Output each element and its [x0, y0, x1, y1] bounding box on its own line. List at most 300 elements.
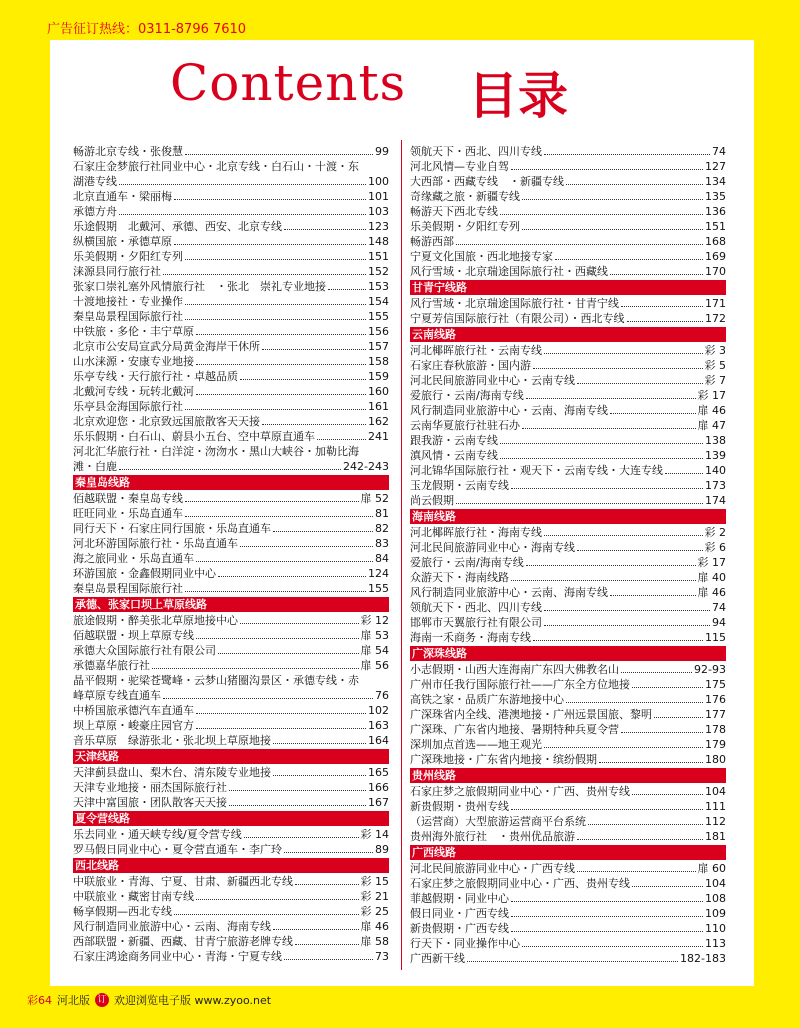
entry-title: 张家口崇礼塞外风情旅行社 ・张北 崇礼专业地接	[73, 280, 326, 293]
toc-entry[interactable]	[73, 613, 389, 628]
footer-edition: 河北版	[57, 994, 90, 1007]
leader-dots	[511, 901, 703, 902]
toc-entry[interactable]	[73, 581, 389, 596]
entry-title: 深圳加点首选——地王观光	[410, 738, 542, 751]
leader-dots	[544, 535, 703, 536]
toc-entry[interactable]	[410, 358, 726, 373]
leader-dots	[610, 274, 703, 275]
entry-title: 广深珠省内全线、港澳地接・广州远景国旅、黎明	[410, 708, 652, 721]
leader-dots	[218, 576, 366, 577]
entry-page: 扉 46	[360, 920, 389, 933]
column-divider	[401, 140, 402, 970]
leader-dots	[511, 916, 703, 917]
entry-page: 168	[705, 235, 726, 248]
leader-dots	[610, 413, 696, 414]
toc-entry[interactable]	[73, 521, 389, 536]
toc-entry[interactable]	[410, 219, 726, 234]
leader-dots	[284, 959, 373, 960]
entry-title: 旅途假期・醉美张北草原地接中心	[73, 614, 238, 627]
entry-page: 彩 17	[697, 389, 726, 402]
entry-page: 110	[705, 922, 726, 935]
toc-entry[interactable]	[410, 343, 726, 358]
leader-dots	[621, 306, 703, 307]
toc-entry[interactable]	[410, 615, 726, 630]
entry-title: 畅享假期—西北专线	[73, 905, 172, 918]
toc-entry[interactable]	[410, 921, 726, 936]
entry-page: 92-93	[694, 663, 726, 676]
toc-entry[interactable]	[73, 536, 389, 551]
entry-page: 扉 60	[697, 862, 726, 875]
toc-entry[interactable]	[410, 433, 726, 448]
entry-title: 乐途假期 北戴河、承德、西安、北京专线	[73, 220, 282, 233]
section-header: 海南线路	[410, 509, 726, 524]
entry-title: 罗马假日同业中心・夏令营直通车・李广玲	[73, 843, 282, 856]
entry-title: 奇缘藏之旅・新疆专线	[410, 190, 520, 203]
toc-entry[interactable]	[410, 784, 726, 799]
entry-page: 83	[375, 537, 389, 550]
entry-title: 秦皇岛景程国际旅行社	[73, 310, 183, 323]
toc-entry[interactable]	[410, 722, 726, 737]
entry-title: 新贵假期・贵州专线	[410, 800, 509, 813]
leader-dots	[196, 364, 366, 365]
entry-title: 北京直通车・梁丽梅	[73, 190, 172, 203]
toc-entry[interactable]	[410, 264, 726, 279]
toc-entry[interactable]	[410, 861, 726, 876]
leader-dots	[196, 394, 366, 395]
leader-dots	[284, 852, 373, 853]
entry-title: 天津专业地接・丽杰国际旅行社	[73, 781, 227, 794]
toc-entry[interactable]	[73, 491, 389, 506]
entry-title: 河北椰晖旅行社・海南专线	[410, 526, 542, 539]
leader-dots	[526, 398, 696, 399]
leader-dots	[244, 837, 359, 838]
entry-page: 彩 6	[704, 541, 726, 554]
entry-page: 177	[705, 708, 726, 721]
toc-entry[interactable]	[73, 718, 389, 733]
toc-entry[interactable]	[73, 309, 389, 324]
toc-entry[interactable]	[410, 174, 726, 189]
footer-text[interactable]: 欢迎浏览电子版 www.zyoo.net	[114, 994, 272, 1007]
leader-dots	[240, 546, 373, 547]
toc-entry[interactable]	[410, 799, 726, 814]
entry-page: 241	[368, 430, 389, 443]
entry-title-line2: 湖港专线	[73, 175, 117, 188]
toc-entry[interactable]	[73, 189, 389, 204]
toc-entry[interactable]	[73, 566, 389, 581]
toc-entry[interactable]	[410, 448, 726, 463]
toc-entry[interactable]	[73, 279, 389, 294]
toc-entry[interactable]	[73, 219, 389, 234]
entry-page: 扉 47	[697, 419, 726, 432]
section-header: 西北线路	[73, 858, 389, 873]
entry-title-line1: 河北汇华旅行社・白洋淀・沕沕水・黑山大峡谷・加勒比海	[73, 445, 359, 458]
leader-dots	[119, 184, 366, 185]
entry-page: 彩 25	[360, 905, 389, 918]
leader-dots	[273, 929, 359, 930]
entry-title: 河北民间旅游同业中心・海南专线	[410, 541, 575, 554]
entry-page: 102	[368, 704, 389, 717]
entry-title: 海南一禾商务・海南专线	[410, 631, 531, 644]
leader-dots	[163, 274, 366, 275]
entry-page: 扉 52	[360, 492, 389, 505]
left-column	[73, 144, 389, 964]
toc-entry[interactable]	[73, 249, 389, 264]
entry-page: 115	[705, 631, 726, 644]
entry-page: 161	[368, 400, 389, 413]
footer	[27, 992, 271, 1008]
toc-entry[interactable]	[410, 677, 726, 692]
leader-dots	[240, 623, 359, 624]
entry-page: 136	[705, 205, 726, 218]
entry-page: 94	[712, 616, 726, 629]
leader-dots	[526, 565, 696, 566]
leader-dots	[522, 229, 703, 230]
leader-dots	[185, 591, 366, 592]
entry-title-line2: 滩・白鹿	[73, 460, 117, 473]
toc-entry[interactable]	[73, 414, 389, 429]
leader-dots	[577, 383, 703, 384]
leader-dots	[295, 884, 359, 885]
entry-title: 中铁旅・多伦・丰宁草原	[73, 325, 194, 338]
entry-page: 彩 7	[704, 374, 726, 387]
toc-entry[interactable]	[410, 707, 726, 722]
entry-page: 彩 14	[360, 828, 389, 841]
entry-title: 行天下・同业操作中心	[410, 937, 520, 950]
toc-entry[interactable]	[410, 403, 726, 418]
entry-title-line1: 晶平假期・驼梁苍鹭峰・云梦山猪圈沟景区・承德专线・赤	[73, 674, 359, 687]
entry-page: 76	[375, 689, 389, 702]
leader-dots	[588, 824, 703, 825]
toc-entry[interactable]	[410, 189, 726, 204]
entry-page: 彩 15	[360, 875, 389, 888]
section-header: 云南线路	[410, 327, 726, 342]
leader-dots	[196, 334, 366, 335]
toc-entry[interactable]	[73, 234, 389, 249]
leader-dots	[577, 839, 703, 840]
entry-page: 174	[705, 494, 726, 507]
entry-page: 127	[705, 160, 726, 173]
toc-entry[interactable]	[410, 876, 726, 891]
entry-page: 扉 46	[697, 586, 726, 599]
leader-dots	[185, 154, 373, 155]
toc-entry[interactable]	[73, 628, 389, 643]
entry-title: 中桥国旅承德汽车直通车	[73, 704, 194, 717]
entry-page: 140	[705, 464, 726, 477]
entry-page: 181	[705, 830, 726, 843]
leader-dots	[185, 501, 359, 502]
toc-entry[interactable]	[73, 429, 389, 444]
entry-title: 众游天下・海南线路	[410, 571, 509, 584]
entry-page: 166	[368, 781, 389, 794]
leader-dots	[522, 199, 703, 200]
toc-entry[interactable]	[410, 388, 726, 403]
entry-page: 165	[368, 766, 389, 779]
toc-entry[interactable]	[73, 294, 389, 309]
entry-title: 畅游天下西北专线	[410, 205, 498, 218]
entry-title: 广州市任我行国际旅行社——广东全方位地接	[410, 678, 630, 691]
entry-page: 89	[375, 843, 389, 856]
toc-entry[interactable]	[410, 418, 726, 433]
toc-entry[interactable]	[410, 829, 726, 844]
entry-title: 北京欢迎您・北京致远国旅散客天天接	[73, 415, 260, 428]
leader-dots	[262, 424, 366, 425]
toc-entry[interactable]	[73, 506, 389, 521]
leader-dots	[632, 794, 703, 795]
entry-title: 天津中富国旅・团队散客天天接	[73, 796, 227, 809]
toc-entry[interactable]	[410, 737, 726, 752]
leader-dots	[328, 289, 366, 290]
toc-entry[interactable]	[410, 891, 726, 906]
leader-dots	[632, 687, 703, 688]
toc-entry[interactable]	[410, 249, 726, 264]
entry-title: 玉龙假期・云南专线	[410, 479, 509, 492]
entry-page: 171	[705, 297, 726, 310]
entry-page: 163	[368, 719, 389, 732]
entry-title-line2: 峰草原专线直通车	[73, 689, 161, 702]
toc-entry[interactable]	[410, 555, 726, 570]
entry-title: 涞源县同行旅行社	[73, 265, 161, 278]
toc-entry[interactable]	[73, 673, 389, 703]
toc-entry[interactable]	[73, 842, 389, 857]
leader-dots	[544, 610, 710, 611]
entry-title: 假日同业・广西专线	[410, 907, 509, 920]
entry-page: 103	[368, 205, 389, 218]
entry-title: 贵州海外旅行社 ・贵州优品旅游	[410, 830, 575, 843]
entry-page: 135	[705, 190, 726, 203]
entry-title: 河北椰晖旅行社・云南专线	[410, 344, 542, 357]
leader-dots	[185, 516, 373, 517]
entry-title: 风行制造同业旅游中心・云南、海南专线	[410, 404, 608, 417]
entry-title: 乐美假期・夕阳红专列	[410, 220, 520, 233]
toc-entry[interactable]	[73, 827, 389, 842]
leader-dots	[119, 214, 366, 215]
entry-page: 扉 40	[697, 571, 726, 584]
entry-title: 广深珠、广东省内地接、暑期特种兵夏令营	[410, 723, 619, 736]
entry-page: 172	[705, 312, 726, 325]
toc-entry[interactable]	[410, 311, 726, 326]
leader-dots	[174, 244, 366, 245]
entry-page: 173	[705, 479, 726, 492]
footer-page-number: 彩64	[27, 994, 52, 1007]
leader-dots	[621, 732, 703, 733]
toc-entry[interactable]	[73, 703, 389, 718]
entry-page: 73	[375, 950, 389, 963]
toc-entry[interactable]	[410, 159, 726, 174]
entry-title: 西部联盟・新疆、西藏、甘青宁旅游老牌专线	[73, 935, 293, 948]
leader-dots	[218, 653, 359, 654]
toc-entry[interactable]	[73, 264, 389, 279]
entry-title: 环游国旅・金鑫假期同业中心	[73, 567, 216, 580]
toc-entry[interactable]	[410, 525, 726, 540]
leader-dots	[262, 349, 366, 350]
leader-dots	[196, 638, 359, 639]
entry-page: 242-243	[343, 460, 389, 473]
entry-title: 宁夏芳信国际旅行社（有限公司）・西北专线	[410, 312, 625, 325]
entry-page: 169	[705, 250, 726, 263]
leader-dots	[196, 899, 359, 900]
leader-dots	[196, 713, 366, 714]
entry-title: 邯郸市天翼旅行社有限公司	[410, 616, 542, 629]
toc-entry[interactable]	[410, 204, 726, 219]
entry-title: 广深珠地接・广东省内地接・缤纷假期	[410, 753, 597, 766]
toc-entry[interactable]	[73, 919, 389, 934]
entry-title: 爱旅行・云南/海南专线	[410, 556, 524, 569]
toc-entry[interactable]	[73, 551, 389, 566]
entry-page: 彩 5	[704, 359, 726, 372]
toc-entry[interactable]	[73, 399, 389, 414]
toc-entry[interactable]	[410, 814, 726, 829]
toc-entry[interactable]	[73, 204, 389, 219]
entry-title: 菲越假期・同业中心	[410, 892, 509, 905]
leader-dots	[467, 961, 678, 962]
entry-page: 123	[368, 220, 389, 233]
toc-entry[interactable]	[410, 234, 726, 249]
section-header: 贵州线路	[410, 768, 726, 783]
leader-dots	[544, 747, 703, 748]
entry-page: 167	[368, 796, 389, 809]
leader-dots	[174, 914, 359, 915]
section-header: 广深珠线路	[410, 646, 726, 661]
entry-title: 广西新干线	[410, 952, 465, 965]
toc-entry[interactable]	[410, 692, 726, 707]
toc-entry[interactable]	[73, 889, 389, 904]
toc-entry[interactable]	[73, 874, 389, 889]
leader-dots	[610, 595, 696, 596]
toc-entry[interactable]	[73, 354, 389, 369]
leader-dots	[152, 668, 359, 669]
toc-entry[interactable]	[410, 478, 726, 493]
leader-dots	[185, 319, 366, 320]
logo-icon: 订	[95, 993, 109, 1007]
entry-title: 风行制造同业旅游中心・云南、海南专线	[410, 586, 608, 599]
entry-title: 旺旺同业・乐岛直通车	[73, 507, 183, 520]
toc-entry[interactable]	[410, 951, 726, 966]
entry-title: 乐乐假期・白石山、蔚县小五台、空中草原直通车	[73, 430, 315, 443]
leader-dots	[229, 790, 366, 791]
toc-entry[interactable]	[410, 144, 726, 159]
entry-page: 82	[375, 522, 389, 535]
toc-entry[interactable]	[73, 765, 389, 780]
toc-entry[interactable]	[73, 384, 389, 399]
toc-entry[interactable]	[410, 662, 726, 677]
entry-title: 承德大众国际旅行社有限公司	[73, 644, 216, 657]
toc-entry[interactable]	[73, 658, 389, 673]
toc-entry[interactable]	[73, 159, 389, 189]
toc-entry[interactable]	[410, 570, 726, 585]
entry-page: 162	[368, 415, 389, 428]
toc-entry[interactable]	[73, 144, 389, 159]
toc-entry[interactable]	[410, 493, 726, 508]
toc-entry[interactable]	[73, 643, 389, 658]
toc-entry[interactable]	[73, 444, 389, 474]
entry-page: 138	[705, 434, 726, 447]
leader-dots	[456, 503, 703, 504]
leader-dots	[544, 353, 703, 354]
leader-dots	[317, 439, 366, 440]
entry-title: 河北风情—专业自驾	[410, 160, 509, 173]
leader-dots	[522, 946, 703, 947]
entry-title: 尚云假期	[410, 494, 454, 507]
entry-page: 175	[705, 678, 726, 691]
right-column	[410, 144, 726, 966]
leader-dots	[229, 805, 366, 806]
leader-dots	[632, 886, 703, 887]
contents-page	[50, 40, 754, 986]
toc-entry[interactable]	[410, 630, 726, 645]
entry-title: 大西部・西藏专线 ・新疆专线	[410, 175, 564, 188]
leader-dots	[522, 428, 696, 429]
entry-title: 中联旅业・藏密甘南专线	[73, 890, 194, 903]
leader-dots	[196, 728, 366, 729]
leader-dots	[511, 580, 696, 581]
toc-entry[interactable]	[73, 733, 389, 748]
entry-page: 170	[705, 265, 726, 278]
entry-title: 爱旅行・云南/海南专线	[410, 389, 524, 402]
toc-entry[interactable]	[410, 463, 726, 478]
leader-dots	[511, 809, 703, 810]
toc-entry[interactable]	[410, 540, 726, 555]
toc-entry[interactable]	[73, 369, 389, 384]
toc-entry[interactable]	[73, 795, 389, 810]
toc-entry[interactable]	[73, 949, 389, 964]
entry-page: 彩 3	[704, 344, 726, 357]
toc-entry[interactable]	[410, 585, 726, 600]
entry-title: 中联旅业・青海、宁夏、甘肃、新疆西北专线	[73, 875, 293, 888]
toc-entry[interactable]	[73, 904, 389, 919]
toc-entry[interactable]	[73, 339, 389, 354]
leader-dots	[533, 640, 703, 641]
entry-page: 彩 17	[697, 556, 726, 569]
entry-title: 乐去同业・通天峡专线/夏令营专线	[73, 828, 242, 841]
leader-dots	[577, 871, 696, 872]
toc-entry[interactable]	[410, 600, 726, 615]
leader-dots	[196, 561, 373, 562]
toc-entry[interactable]	[73, 934, 389, 949]
toc-entry[interactable]	[410, 296, 726, 311]
entry-page: 153	[368, 280, 389, 293]
entry-page: 81	[375, 507, 389, 520]
entry-page: 154	[368, 295, 389, 308]
leader-dots	[566, 702, 703, 703]
entry-page: 扉 53	[360, 629, 389, 642]
leader-dots	[577, 550, 703, 551]
entry-title: 云南华夏旅行社驻石办	[410, 419, 520, 432]
entry-title: 承德方舟	[73, 205, 117, 218]
entry-page: 152	[368, 265, 389, 278]
entry-title: 海之旅同业・乐岛直通车	[73, 552, 194, 565]
entry-page: 148	[368, 235, 389, 248]
leader-dots	[511, 931, 703, 932]
toc-entry[interactable]	[410, 373, 726, 388]
section-header: 天津线路	[73, 749, 389, 764]
leader-dots	[544, 154, 710, 155]
entry-title: 小志假期・山西大连海南广东四大佛教名山	[410, 663, 619, 676]
entry-title: 领航天下・西北、四川专线	[410, 145, 542, 158]
leader-dots	[511, 488, 703, 489]
section-header: 承德、张家口坝上草原线路	[73, 597, 389, 612]
entry-page: 182-183	[680, 952, 726, 965]
toc-entry[interactable]	[73, 324, 389, 339]
toc-entry[interactable]	[410, 936, 726, 951]
toc-entry[interactable]	[410, 906, 726, 921]
toc-entry[interactable]	[73, 780, 389, 795]
toc-entry[interactable]	[410, 752, 726, 767]
entry-page: 108	[705, 892, 726, 905]
entry-title: 佰越联盟・坝上草原专线	[73, 629, 194, 642]
leader-dots	[273, 531, 373, 532]
section-header: 甘青宁线路	[410, 280, 726, 295]
entry-page: 156	[368, 325, 389, 338]
